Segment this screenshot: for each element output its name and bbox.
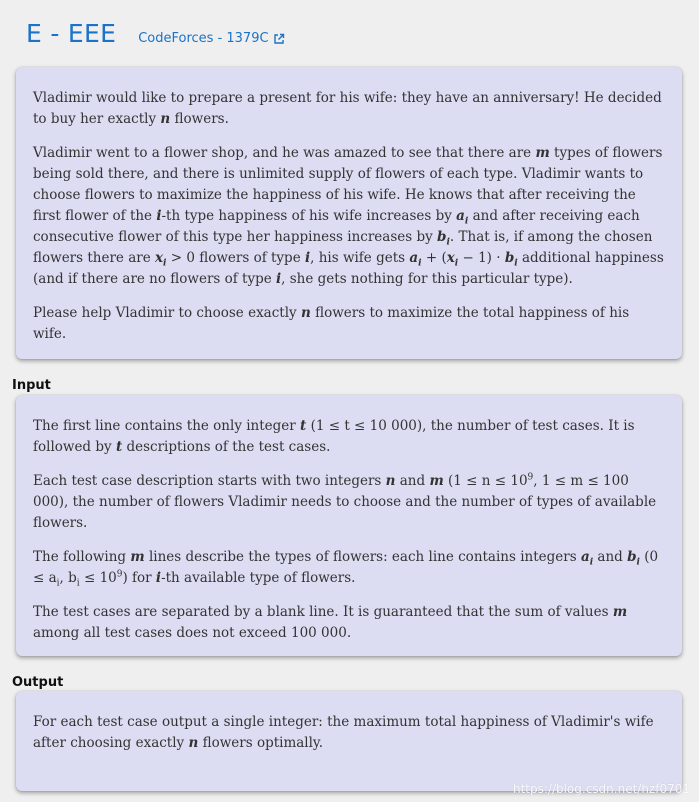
output-panel [16,691,682,791]
statement-paragraph-1: Vladimir would like to prepare a present for his wife: they have an anniversary! He decided to buy her exactly n flowers. [33,90,662,127]
input-paragraph-4: The test cases are separated by a blank line. It is guaranteed that the sum of values m among all test cases does not exceed 100 000. [33,604,628,641]
output-heading: Output [12,675,64,690]
source-link-label: CodeForces - 1379C [138,31,269,46]
statement-paragraph-2: Vladimir went to a flower shop, and he was amazed to see that there are m types of flowers being sold there, and there is unlimited supply of flowers of each type. Vladimir wants to choose flowers to maximize the happiness of his wife. He knows that after receiving the first flower of the i-th type happiness of his wife increases by $a_i$ and after receiving each consecutive flower of this type her happiness increases by $b_i$. That is, if among the chosen flowers there are $x_i > 0$ flowers of type i, his wife gets $a_i + (x_i - 1) \cdot b_i$ additional happiness (and if there are no flowers of type i, she gets nothing for this particular type). [33,145,664,287]
output-paragraph-1: For each test case output a single integer: the maximum total happiness of Vladimir's wife after choosing exactly n flowers optimally. [33,714,654,751]
watermark: https://blog.csdn.net/hzf0701 [512,782,690,796]
statement-panel [16,67,682,359]
problem-title: E - EEE [26,19,117,48]
input-heading: Input [12,378,51,393]
source-link[interactable] [138,31,284,46]
problem-header [26,19,285,55]
statement-paragraph-3: Please help Vladimir to choose exactly n flowers to maximize the total happiness of his wife. [33,305,630,342]
input-paragraph-2: Each test case description starts with two integers n and m ($1 \le n \le 10^9$, 1 ≤ m ≤ 100 000), the number of flowers Vladimir needs to choose and the number of types of available flowers. [33,472,657,531]
input-panel [16,395,682,656]
input-paragraph-1: The first line contains the only integer t (1 ≤ t ≤ 10 000), the number of test cases. It is followed by t descriptions of the test cases. [33,418,635,455]
external-link-icon [273,33,285,45]
input-paragraph-3: The following m lines describe the types of flowers: each line contains integers $a_i$ and $b_i$ ($0 \le a_i$, $b_i \le 10^9$) for i-th available type of flowers. [33,549,659,589]
